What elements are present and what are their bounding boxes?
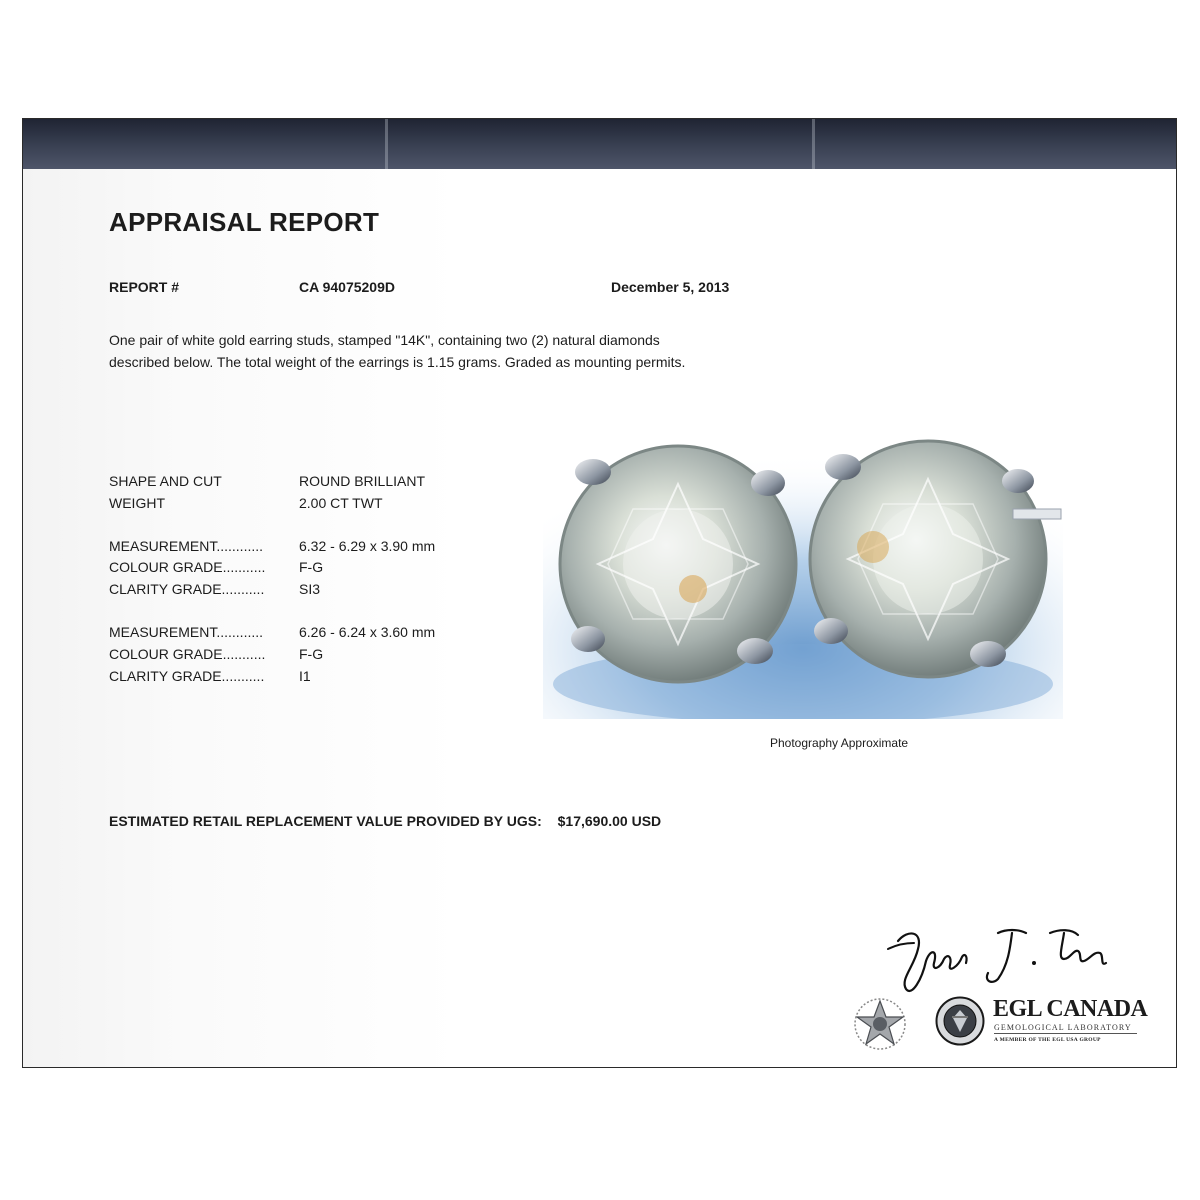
- band-seam: [385, 119, 388, 169]
- shape-value: ROUND BRILLIANT: [299, 473, 426, 489]
- description-line: described below. The total weight of the earrings is 1.15 grams. Graded as mounting permits.: [109, 354, 686, 370]
- handwritten-signature-icon: [878, 919, 1118, 1004]
- header-band: [23, 119, 1176, 169]
- page-title: APPRAISAL REPORT: [109, 207, 380, 237]
- left-stud: [560, 446, 796, 682]
- weight-value: 2.00 CT TWT: [299, 495, 383, 511]
- report-number: CA 94075209D: [299, 279, 395, 295]
- replacement-value-amount: $17,690.00 USD: [557, 813, 662, 829]
- clarity-grade-label: CLARITY GRADE...........: [109, 581, 265, 597]
- issuer-name: EGL CANADA: [993, 996, 1148, 1022]
- issuer-member-line: A MEMBER OF THE EGL USA GROUP: [994, 1037, 1101, 1043]
- colour-grade-value: F-G: [299, 559, 324, 575]
- issuer-subtitle: GEMOLOGICAL LABORATORY: [994, 1023, 1132, 1032]
- shape-label: SHAPE AND CUT: [109, 473, 222, 489]
- measurement-value: 6.26 - 6.24 x 3.60 mm: [299, 624, 436, 640]
- issuer-divider: [994, 1033, 1137, 1034]
- weight-label: WEIGHT: [109, 495, 165, 511]
- replacement-value-row: [109, 813, 661, 829]
- egl-seal-icon: [935, 996, 985, 1046]
- appraisal-certificate: [22, 118, 1177, 1068]
- replacement-value-label: ESTIMATED RETAIL REPLACEMENT VALUE PROVIDED BY UGS:: [109, 813, 542, 829]
- report-number-label: REPORT #: [109, 279, 180, 295]
- measurement-value: 6.32 - 6.29 x 3.90 mm: [299, 538, 436, 554]
- report-date: December 5, 2013: [611, 279, 730, 295]
- clarity-grade-value: I1: [299, 668, 311, 684]
- diamond-earrings-photo: [543, 439, 1063, 719]
- description-line: One pair of white gold earring studs, stamped "14K", containing two (2) natural diamonds: [109, 332, 660, 348]
- colour-grade-label: COLOUR GRADE...........: [109, 559, 266, 575]
- photo-caption: Photography Approximate: [770, 736, 909, 750]
- clarity-grade-value: SI3: [299, 581, 321, 597]
- star-seal-icon: [853, 997, 907, 1051]
- clarity-grade-label: CLARITY GRADE...........: [109, 668, 265, 684]
- measurement-label: MEASUREMENT............: [109, 624, 264, 640]
- colour-grade-value: F-G: [299, 646, 324, 662]
- measurement-label: MEASUREMENT............: [109, 538, 264, 554]
- band-seam: [812, 119, 815, 169]
- colour-grade-label: COLOUR GRADE...........: [109, 646, 266, 662]
